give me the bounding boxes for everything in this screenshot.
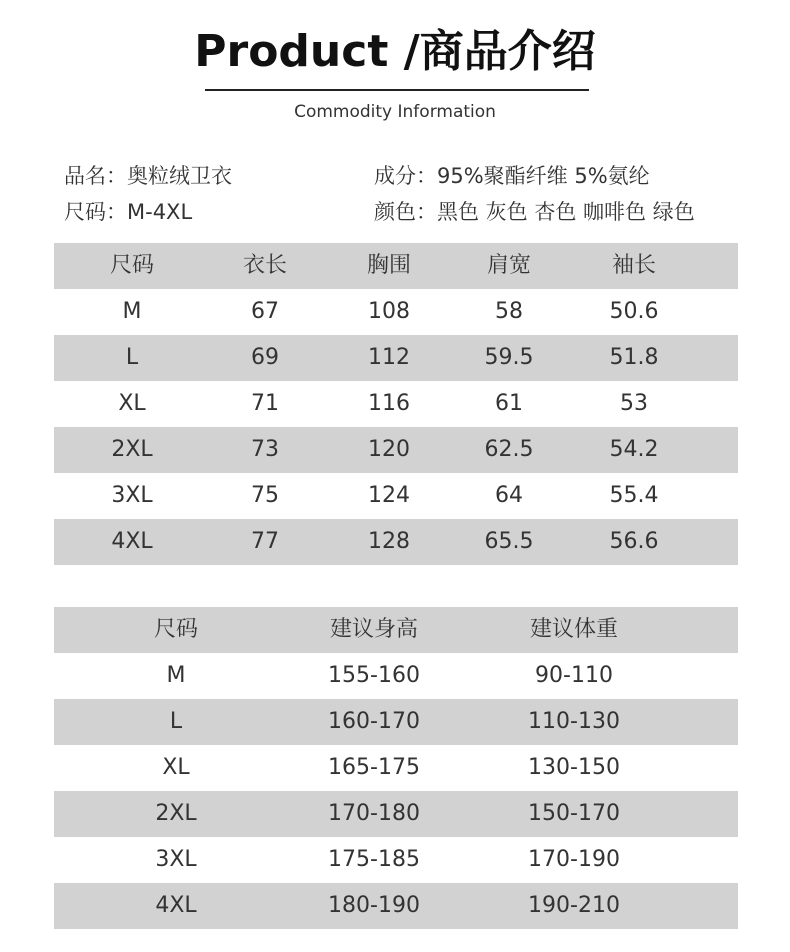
size-table-cell: 61 xyxy=(495,391,523,416)
fit-table-cell: 建议身高 xyxy=(329,617,419,642)
material-value: 95%聚酯纤维 5%氨纶 xyxy=(437,164,650,188)
size-table-cell: 120 xyxy=(368,437,410,462)
size-table-cell: 69 xyxy=(251,345,279,370)
size-table-cell: 55.4 xyxy=(609,483,659,508)
size-table-cell: 77 xyxy=(251,529,279,554)
size-table-cell: L xyxy=(125,345,139,370)
size-table-cell: 肩宽 xyxy=(486,253,532,278)
fit-table-cell: 170-180 xyxy=(328,801,420,826)
size-table-cell: 59.5 xyxy=(484,345,534,370)
fit-table-cell: 110-130 xyxy=(528,709,620,734)
fit-table-cell: XL xyxy=(162,755,190,780)
size-range-label: 尺码： xyxy=(64,200,127,224)
fit-table-cell: 190-210 xyxy=(528,893,620,918)
size-range-line xyxy=(64,197,192,227)
size-table-cell: 73 xyxy=(251,437,279,462)
size-table-cell: 56.6 xyxy=(609,529,659,554)
fit-table-cell: 165-175 xyxy=(328,755,420,780)
fit-table-cell: 2XL xyxy=(155,801,197,826)
fit-table-cell: 4XL xyxy=(155,893,197,918)
size-table-cell: 袖长 xyxy=(611,253,657,278)
size-table-cell: 58 xyxy=(495,299,523,324)
size-table-cell: 衣长 xyxy=(242,253,288,278)
fit-table-cell: 建议体重 xyxy=(529,617,619,642)
size-table-cell: 75 xyxy=(251,483,279,508)
fit-table-row xyxy=(54,791,738,837)
size-table-cell: 50.6 xyxy=(609,299,659,324)
size-table-cell: 124 xyxy=(368,483,410,508)
fit-table-cell: 130-150 xyxy=(528,755,620,780)
size-table-cell: 128 xyxy=(368,529,410,554)
color-label: 颜色： xyxy=(374,200,437,224)
size-table-cell: 62.5 xyxy=(484,437,534,462)
color-line xyxy=(374,197,695,227)
material-label: 成分： xyxy=(374,164,437,188)
fit-table-cell: 160-170 xyxy=(328,709,420,734)
fit-table-cell: 175-185 xyxy=(328,847,420,872)
size-table-cell: 53 xyxy=(620,391,648,416)
size-range-value: M-4XL xyxy=(127,200,193,224)
fit-table-header-row xyxy=(54,607,738,653)
fit-table-cell: 170-190 xyxy=(528,847,620,872)
material-line xyxy=(374,161,650,191)
size-table-cell: 2XL xyxy=(111,437,153,462)
size-table-cell: 65.5 xyxy=(484,529,534,554)
fit-table-cell: 尺码 xyxy=(153,617,199,642)
size-table-cell: 71 xyxy=(251,391,279,416)
size-table-cell: XL xyxy=(118,391,146,416)
fit-table-row xyxy=(54,653,738,699)
fit-table-cell: 3XL xyxy=(155,847,197,872)
fit-recommendation-table xyxy=(54,607,738,929)
fit-table-cell: 90-110 xyxy=(535,663,613,688)
size-table-cell: 4XL xyxy=(111,529,153,554)
size-table-cell: 51.8 xyxy=(609,345,659,370)
size-table-cell: 尺码 xyxy=(109,253,155,278)
size-table-cell: 胸围 xyxy=(366,253,412,278)
product-name-line xyxy=(64,161,232,191)
product-name-value: 奥粒绒卫衣 xyxy=(127,164,232,188)
size-table-cell: 3XL xyxy=(111,483,153,508)
page-title: Product /商品介绍 xyxy=(194,26,596,77)
size-table-row xyxy=(54,519,738,565)
size-table-row xyxy=(54,381,738,427)
size-table-cell: 54.2 xyxy=(609,437,659,462)
fit-table-cell: 150-170 xyxy=(528,801,620,826)
size-table-row xyxy=(54,473,738,519)
fit-table-cell: M xyxy=(166,663,186,688)
fit-table-row xyxy=(54,745,738,791)
page-subtitle: Commodity Information xyxy=(294,102,496,122)
size-table-cell: 116 xyxy=(368,391,410,416)
fit-table-cell: L xyxy=(169,709,183,734)
fit-table-cell: 180-190 xyxy=(328,893,420,918)
size-table-row xyxy=(54,289,738,335)
size-table-header-row xyxy=(54,243,738,289)
size-table-cell: 112 xyxy=(368,345,410,370)
fit-table-row xyxy=(54,699,738,745)
fit-table-cell: 155-160 xyxy=(328,663,420,688)
size-table-cell: M xyxy=(122,299,142,324)
size-table-cell: 67 xyxy=(251,299,279,324)
size-table-row xyxy=(54,427,738,473)
fit-table-row xyxy=(54,837,738,883)
fit-table-row xyxy=(54,883,738,929)
size-table-cell: 108 xyxy=(368,299,410,324)
color-value: 黑色 灰色 杏色 咖啡色 绿色 xyxy=(437,200,695,224)
size-chart-table xyxy=(54,243,738,565)
title-underline xyxy=(205,89,589,91)
size-table-cell: 64 xyxy=(495,483,523,508)
product-name-label: 品名： xyxy=(64,164,127,188)
size-table-row xyxy=(54,335,738,381)
